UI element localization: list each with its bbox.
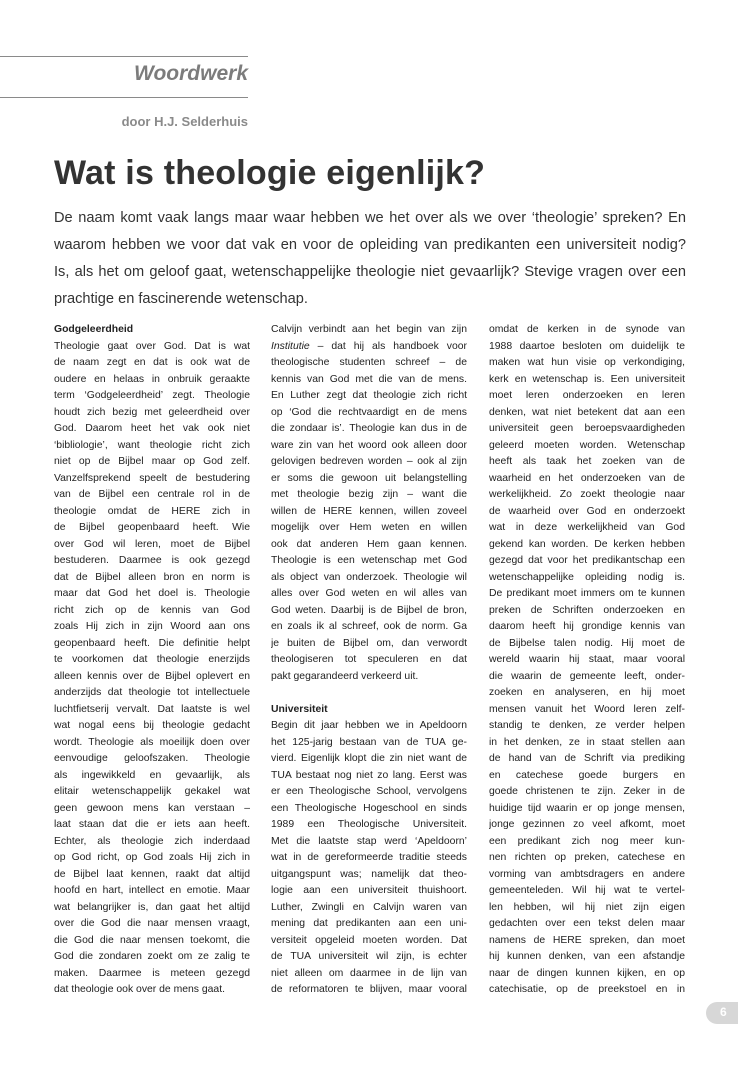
- body-line: jonge gezinnen zo veel afkomt, moet: [489, 819, 685, 830]
- lead-line: prachtige en fascinerende wetenschap.: [54, 291, 308, 307]
- body-line: 1988 daartoe besloten om duidelijk te: [489, 340, 685, 352]
- lead-line: De naam komt vaak langs maar waar hebben we het over als we over ‘theologie’ spreken? En: [54, 210, 686, 226]
- body-line: de Bijbel geopenbaard heeft. Wie: [54, 522, 250, 533]
- body-line: theologische studenten schreef – de: [271, 357, 467, 368]
- body-line: hoofd en hart, intellect en emotie. Maar: [54, 885, 250, 896]
- body-line: naar de dingen kunnen kijken, en op: [489, 967, 685, 979]
- body-line: len hebben, wil hij niet zijn eigen: [489, 901, 685, 913]
- body-line: zoeken en analyseren, en hij moet: [489, 687, 685, 698]
- body-line: eenvoudige geloofszaken. Theologie: [54, 753, 250, 764]
- body-line: elitair wetenschappelijk gekakel wat: [54, 786, 250, 797]
- body-line: ‘bibliologie’, want theologie richt zich: [54, 439, 250, 451]
- body-line: de Bijbelse talen nodig. Hij moet de: [489, 637, 685, 649]
- body-line: als ingewikkeld en gevaarlijk, als: [54, 769, 250, 781]
- body-line: een Theologische Hogeschool en sinds: [271, 802, 467, 814]
- body-line: over die God die naar mensen vraagt,: [54, 918, 250, 929]
- body-line: werkelijkheid. Zo zoekt theologie naar: [489, 489, 685, 500]
- body-line: wat in deze werkelijkheid van God: [489, 522, 685, 533]
- body-line: laat staan dat die er iets aan heeft.: [54, 819, 250, 830]
- body-line: de TUA universiteit wil zijn, is echter: [271, 951, 467, 962]
- body-line: wereld waarin hij staat, maar vooral: [489, 654, 685, 665]
- body-line: de Bijbel laat kennen, raakt dat altijd: [54, 868, 250, 880]
- body-line: catechisatie, op de preekstoel en in: [489, 984, 685, 995]
- body-line: en catechese goede burgers en: [489, 769, 685, 781]
- body-line: anderzijds dat theologie tot intellectuele: [54, 687, 250, 698]
- body-line: dat theologie ook over de mens gaat.: [54, 984, 225, 995]
- body-line: gemeenteleden. Wil hij wat te vertel-: [489, 885, 685, 896]
- body-line: in het denken, ze in staat stellen aan: [489, 736, 685, 748]
- body-line: die God die naar mensen toekomt, die: [54, 934, 250, 946]
- body-line: niet alleen om daarmee in de lijn van: [271, 967, 467, 979]
- body-line: En Luther zegt dat theologie zich richt: [271, 390, 467, 401]
- body-line: 1989 een Theologische Universiteit.: [271, 819, 467, 830]
- section-heading: Godgeleerdheid: [54, 324, 134, 335]
- lead-line: Is, als het om geloof gaat, wetenschappelijke theologie niet gevaarlijk? Stevige vragen over een: [54, 264, 686, 280]
- body-line: gezegd dat voor het predikantschap een: [489, 555, 685, 566]
- body-column-2: [271, 322, 467, 999]
- body-line: mensen vanuit het Woord leren zelf-: [489, 703, 685, 715]
- header-rule-bottom: [0, 97, 248, 98]
- body-line: Met die laatste stap werd ‘Apeldoorn’: [271, 835, 467, 847]
- body-line: je buiten de Bijbel om, dan verwordt: [271, 637, 467, 649]
- body-line: richt zich op de kennis van God: [54, 604, 250, 616]
- body-line: op God richt, op God zoals Hij zich in: [54, 852, 250, 863]
- body-line: op ‘God die rechtvaardigt en de mens: [271, 406, 467, 418]
- body-line: uitgangspunt was; namelijk dat theo-: [271, 868, 467, 880]
- article-lead: [54, 205, 686, 313]
- body-line: Theologie is een wetenschap met God: [271, 555, 467, 566]
- body-line: TUA bestaat nog niet zo lang. Eerst was: [271, 769, 467, 781]
- body-line: daarom heeft hij grondige kennis van: [489, 621, 685, 632]
- body-line: wat in de gereformeerde traditie steeds: [271, 852, 467, 863]
- body-line: die waarin de gemeente leeft, onder-: [489, 670, 685, 682]
- body-line: Echter, als theologie zich inderdaad: [54, 835, 250, 847]
- body-line: met theologie bezig zijn – want die: [271, 489, 467, 500]
- author-byline: door H.J. Selderhuis: [121, 114, 248, 129]
- body-line: gelovigen bedreven worden – ook al zijn: [271, 456, 467, 467]
- body-line: Institutie – dat hij als handboek voor: [271, 340, 467, 352]
- body-line: wetenschappelijke opleiding nodig is.: [489, 571, 685, 583]
- paragraph-gap: [271, 685, 467, 702]
- body-line: huidige tijd waarin er op jonge mensen,: [489, 802, 685, 814]
- body-line: logie aan een universiteit thuishoort.: [271, 885, 467, 896]
- body-line: vierd. Eigenlijk klopt die zin niet want de: [271, 753, 467, 764]
- body-line: willen de HERE kennen, willen zoveel: [271, 505, 467, 517]
- body-line: er een Theologische School, vervolgens: [271, 786, 467, 797]
- body-line: er soms die gewoon uit belangstelling: [271, 472, 467, 484]
- body-line: de waarheid over God en onderzoekt: [489, 505, 685, 517]
- body-line: maken wat hun visie op verkondiging,: [489, 357, 685, 368]
- section-heading: Universiteit: [271, 703, 328, 715]
- body-line: denken, wat niet betekent dat aan een: [489, 406, 685, 418]
- body-line: de hand van de Schrift via prediking: [489, 753, 685, 764]
- body-line: Begin dit jaar hebben we in Apeldoorn: [271, 720, 467, 731]
- body-line: heeft als taak het zoeken van de: [489, 456, 685, 467]
- lead-line: waarom hebben we voor dat vak en voor de opleiding van predikanten een universiteit nodig?: [54, 237, 686, 253]
- body-line: maken. Daarmee is meteen gezegd: [54, 967, 250, 979]
- body-line: vorming van ambtsdragers en andere: [489, 868, 685, 880]
- body-line: die zondaar is’. Theologie kan dus in de: [271, 423, 467, 434]
- body-line: een predikant zich nog meer kun-: [489, 835, 685, 847]
- body-line: geen gewoon mens kan verstaan –: [54, 802, 250, 814]
- body-line: God. Daarom heet het vak ook niet: [54, 423, 250, 434]
- body-line: Theologie gaat over God. Dat is wat: [54, 340, 250, 352]
- body-line: kennis van God met die van de mens.: [271, 373, 467, 385]
- body-line: geopenbaard heeft. Die definitie helpt: [54, 637, 250, 649]
- body-line: standig te denken, ze verder helpen: [489, 720, 685, 731]
- body-line: gedachten over een tekst delen maar: [489, 918, 685, 929]
- body-line: van de Bijbel een centrale rol in de: [54, 489, 250, 500]
- body-line: de reformatoren te blijven, maar vooral: [271, 984, 467, 995]
- body-line: term ‘Godgeleerdheid’ zegt. Theologie: [54, 390, 250, 401]
- body-line: God die zondaren zoekt om ze zalig te: [54, 951, 250, 962]
- body-line: Luther, Zwingli en Calvijn waren van: [271, 901, 467, 913]
- body-line: preken de Schriften onderzoeken en: [489, 604, 685, 616]
- body-line: over God wil leren, moet de Bijbel: [54, 538, 250, 550]
- body-line: namens de HERE spreken, dan moet: [489, 934, 685, 946]
- body-line: dat de Bijbel alleen bron en norm is: [54, 571, 250, 583]
- section-label: Woordwerk: [134, 62, 248, 85]
- body-line: geleerd moeten worden. Wetenschap: [489, 439, 685, 451]
- book-title-emphasis: Institutie: [271, 340, 310, 352]
- body-line: te voorkomen dat theologie enerzijds: [54, 654, 250, 665]
- body-line: goede christenen te zijn. Zeker in de: [489, 786, 685, 797]
- page-number: 6: [720, 1005, 727, 1019]
- body-line: pakt gegarandeerd verkeerd uit.: [271, 670, 419, 682]
- body-line: maar dat God het doel is. Theologie: [54, 588, 250, 599]
- body-line: en zoals ik al schreef, ook de norm. Ga: [271, 621, 467, 632]
- body-line: zoals Hij zich in zijn Woord aan ons: [54, 621, 250, 632]
- body-line: het 125-jarig bestaan van de TUA ge-: [271, 736, 467, 748]
- body-line: ook dat anderen Hem gaan kennen.: [271, 538, 467, 550]
- body-line: God weten. Daarbij is de Bijbel de bron,: [271, 604, 467, 616]
- body-line: hij kunnen denken, van een afstandje: [489, 951, 685, 962]
- body-column-1: [54, 322, 250, 999]
- body-line: De predikant moet immers om te kunnen: [489, 588, 685, 599]
- body-line: niet op de Bijbel maar op God zelf.: [54, 456, 250, 467]
- body-line: alleen kennis over de Bijbel oplevert en: [54, 670, 250, 682]
- body-line: nen richten op preken, catechese en: [489, 852, 685, 863]
- body-line: universiteit geen beroepsvaardigheden: [489, 423, 685, 434]
- body-line: luchtfietserij vervalt. Dat laatste is wel: [54, 703, 250, 715]
- body-line: gekend kan worden. De kerken hebben: [489, 538, 685, 550]
- body-line: mening dat predikanten aan een uni-: [271, 918, 467, 929]
- body-line: de naam zegt en dat is ook wat de: [54, 357, 250, 368]
- body-line: omdat de kerken in de synode van: [489, 324, 685, 335]
- body-line: kerk en wetenschap is. Een universiteit: [489, 373, 685, 385]
- body-line: theologie omdat de HERE zich in: [54, 505, 250, 517]
- body-line: moet leren onderzoeken en leren: [489, 390, 685, 401]
- body-line: oudere en helaas in onbruik geraakte: [54, 373, 250, 385]
- body-line: wordt. Theologie als moeilijk doen over: [54, 736, 250, 748]
- body-line: versiteit opgeleid moeten worden. Dat: [271, 934, 467, 946]
- body-line: wat belangrijker is, dan gaat het altijd: [54, 901, 250, 913]
- body-line: ware zin van het woord ook alleen door: [271, 439, 467, 451]
- body-line: theologiseren tot speculeren en dat: [271, 654, 467, 665]
- page-number-badge: [706, 1002, 738, 1024]
- body-line: houdt zich bezig met geleerdheid over: [54, 406, 250, 418]
- body-line: mogelijk over Hem weten en willen: [271, 522, 467, 533]
- body-line: Vanzelfsprekend speelt de bestudering: [54, 472, 250, 484]
- article-title: Wat is theologie eigenlijk?: [54, 154, 486, 192]
- body-line: bestuderen. Daarmee is ook gezegd: [54, 555, 250, 566]
- body-column-3: [489, 322, 685, 999]
- header-rule-top: [0, 56, 248, 57]
- body-line: wat nogal eens bij theologie gedacht: [54, 720, 250, 731]
- body-line: waarheid en het onderzoeken van de: [489, 472, 685, 484]
- body-line: Calvijn verbindt aan het begin van zijn: [271, 324, 467, 335]
- body-line: als object van onderzoek. Theologie wil: [271, 571, 467, 583]
- body-line: alles over God weten en wil alles van: [271, 588, 467, 599]
